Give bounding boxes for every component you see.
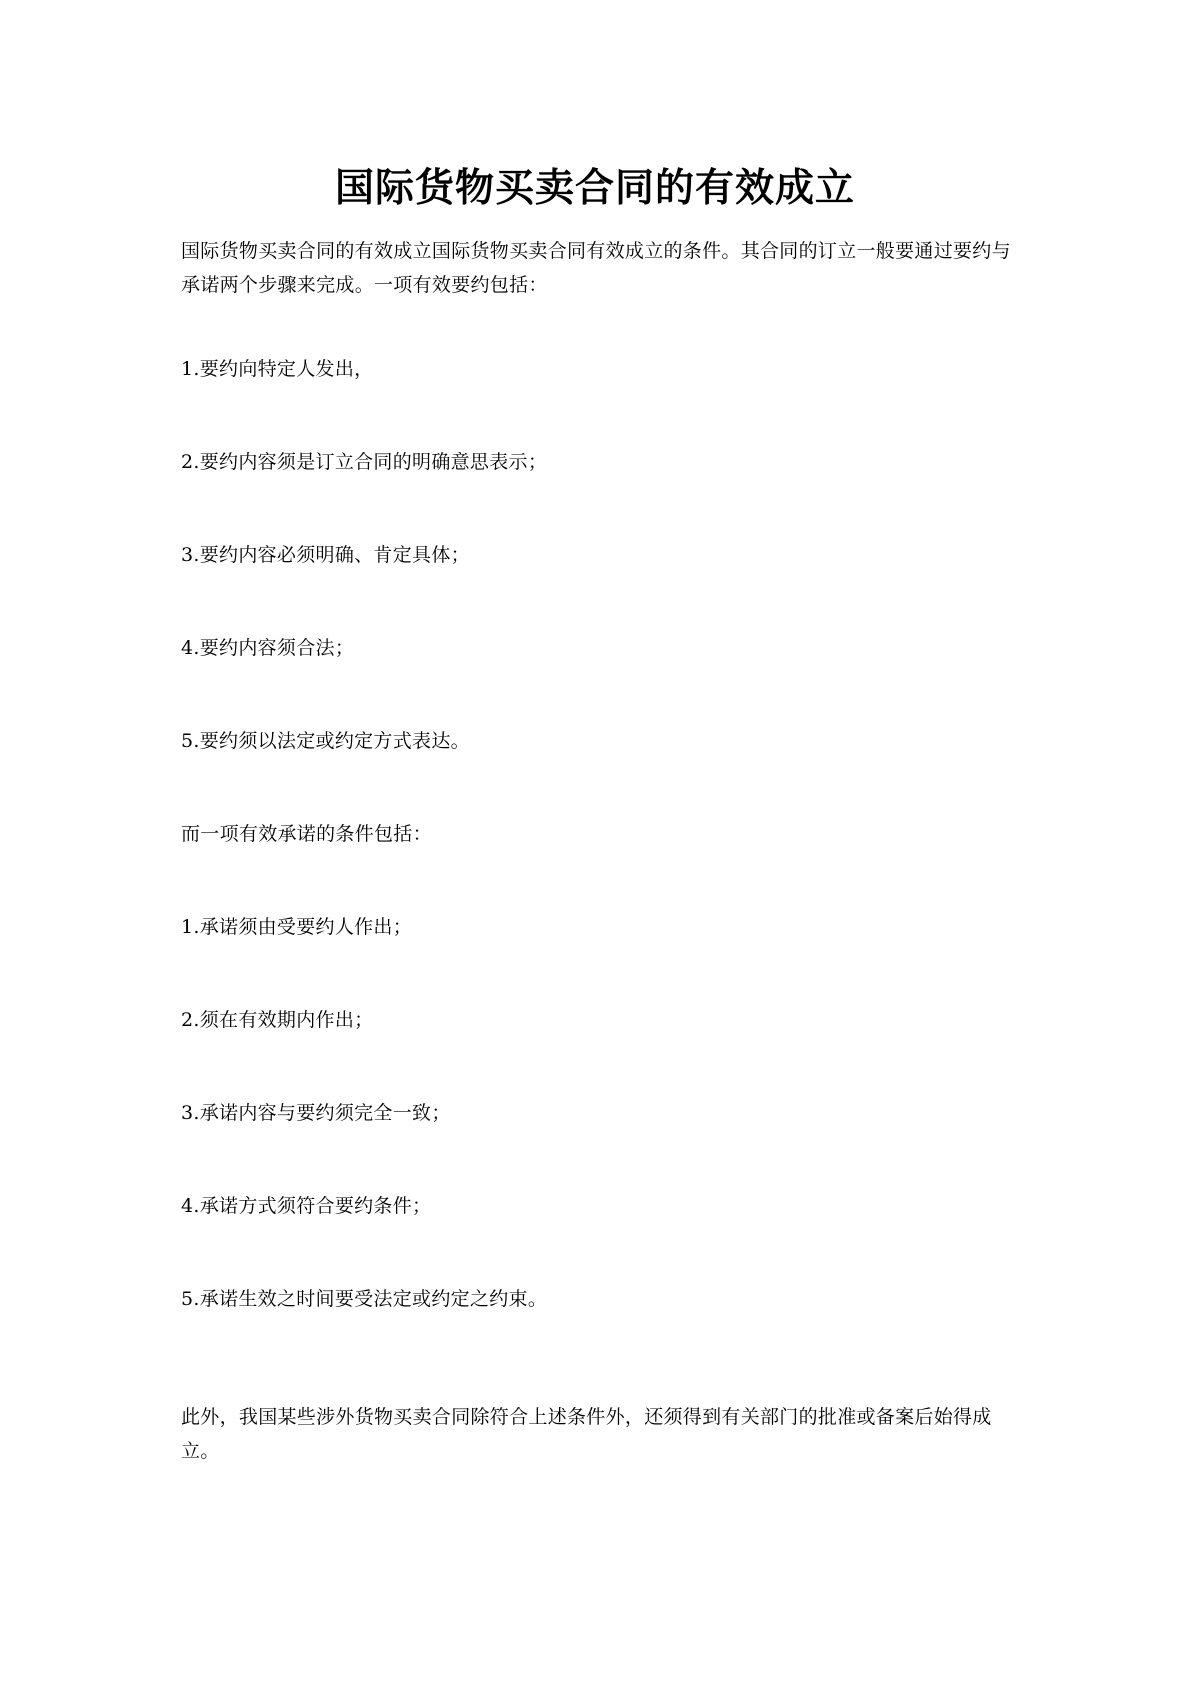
acceptance-condition-1: 1.承诺须由受要约人作出； [181,916,413,938]
offer-condition-4: 4.要约内容须合法； [181,637,355,659]
offer-condition-1: 1.要约向特定人发出， [181,358,374,380]
intro-paragraph: 国际货物买卖合同的有效成立国际货物买卖合同有效成立的条件。其合同的订立一般要通过要约与承诺两个步骤来完成。一项有效要约包括： [181,240,1011,296]
acceptance-intro: 而一项有效承诺的条件包括： [181,823,432,845]
conclusion-paragraph: 此外，我国某些涉外货物买卖合同除符合上述条件外，还须得到有关部门的批准或备案后始得成立。 [181,1406,992,1462]
acceptance-condition-5: 5.承诺生效之时间要受法定或约定之约束。 [181,1288,548,1310]
acceptance-condition-2: 2.须在有效期内作出； [181,1009,374,1031]
document-title: 国际货物买卖合同的有效成立 [334,165,855,211]
acceptance-condition-3: 3.承诺内容与要约须完全一致； [181,1102,451,1124]
acceptance-condition-4: 4.承诺方式须符合要约条件； [181,1195,432,1217]
offer-condition-5: 5.要约须以法定或约定方式表达。 [181,730,470,752]
offer-condition-3: 3.要约内容必须明确、肯定具体； [181,544,470,566]
offer-condition-2: 2.要约内容须是订立合同的明确意思表示； [181,451,548,473]
